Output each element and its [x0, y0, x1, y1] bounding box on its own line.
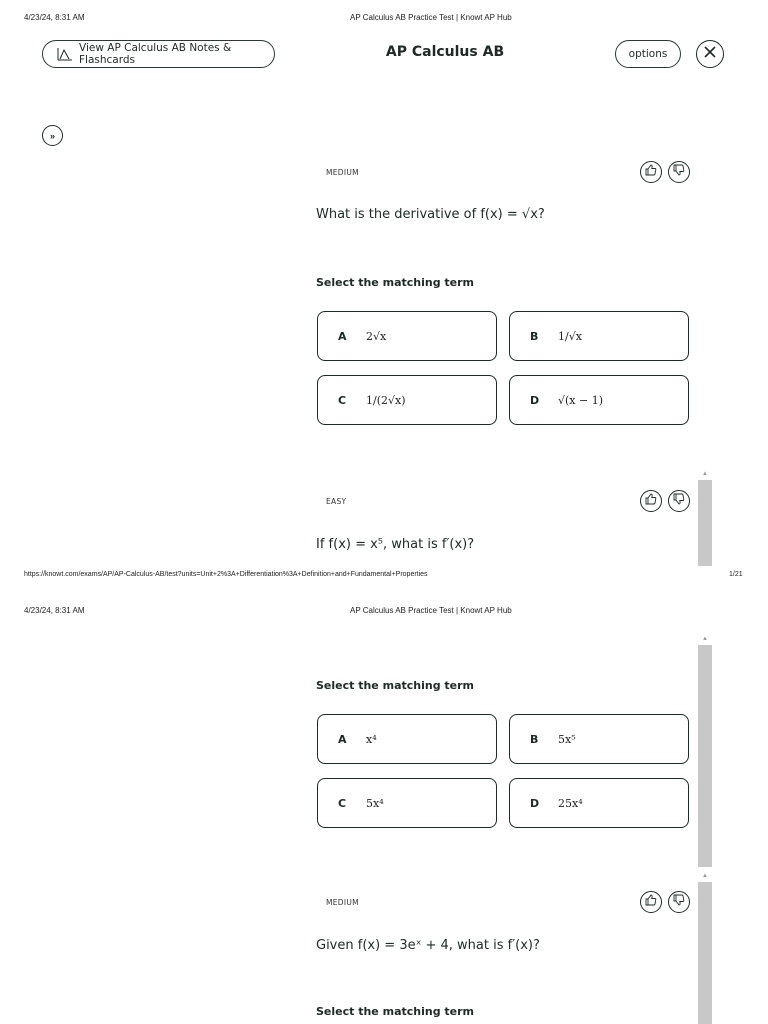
thumbs-up-button[interactable]: [640, 490, 662, 512]
option-letter: B: [530, 329, 539, 343]
option-text: 1/√x: [558, 329, 582, 343]
option-letter: C: [338, 393, 347, 407]
answer-option-a[interactable]: [317, 311, 497, 361]
thumbs-up-icon: [645, 163, 657, 181]
thumbs-up-button[interactable]: [640, 891, 662, 913]
answer-option-d[interactable]: [509, 778, 689, 828]
thumbs-up-icon: [645, 492, 657, 510]
print-footer-page: 1/21: [729, 571, 743, 578]
scroll-up-icon[interactable]: ▲: [702, 873, 708, 879]
option-letter: D: [530, 796, 540, 810]
thumbs-up-button[interactable]: [640, 161, 662, 183]
difficulty-badge: MEDIUM: [326, 168, 359, 177]
scrollbar[interactable]: [698, 633, 712, 867]
scrollbar-thumb[interactable]: [698, 480, 712, 566]
print-doc-title: AP Calculus AB Practice Test | Knowt AP Hub: [350, 13, 512, 22]
option-letter: A: [338, 732, 347, 746]
close-button[interactable]: [696, 40, 724, 68]
thumbs-down-button[interactable]: [668, 161, 690, 183]
answer-option-b[interactable]: [509, 311, 689, 361]
question-text-content: If f(x) = x⁵, what is f′(x)?: [316, 537, 475, 552]
expand-sidebar-button[interactable]: [42, 125, 63, 146]
question-text: [316, 537, 474, 552]
option-text: 25x⁴: [558, 796, 583, 810]
option-text: 5x⁵: [558, 732, 576, 746]
page-title: AP Calculus AB: [385, 44, 505, 60]
close-icon: [704, 45, 716, 63]
options-button[interactable]: [615, 40, 681, 68]
option-letter: D: [530, 393, 540, 407]
answer-option-c[interactable]: [317, 778, 497, 828]
thumbs-down-icon: [673, 893, 685, 911]
thumbs-down-icon: [673, 163, 685, 181]
answer-option-a[interactable]: [317, 714, 497, 764]
option-text: √(x − 1): [558, 393, 604, 407]
thumbs-down-icon: [673, 492, 685, 510]
scrollbar[interactable]: [698, 870, 712, 1024]
question-text: [316, 207, 545, 222]
option-letter: A: [338, 329, 347, 343]
select-matching-label: Select the matching term: [316, 1005, 475, 1018]
answer-option-b[interactable]: [509, 714, 689, 764]
question-text-content: What is the derivative of f(x) = √x?: [316, 207, 545, 222]
print-doc-title: AP Calculus AB Practice Test | Knowt AP Hub: [350, 606, 512, 615]
question-text-content: Given f(x) = 3eˣ + 4, what is f′(x)?: [316, 938, 540, 953]
scrollbar[interactable]: [698, 468, 712, 566]
option-text: 2√x: [366, 329, 387, 343]
difficulty-badge: MEDIUM: [326, 898, 359, 907]
thumbs-down-button[interactable]: [668, 490, 690, 512]
print-datetime: 4/23/24, 8:31 AM: [24, 13, 85, 22]
print-datetime: 4/23/24, 8:31 AM: [24, 606, 85, 615]
option-letter: C: [338, 796, 347, 810]
difficulty-badge: EASY: [326, 497, 347, 506]
select-matching-label: Select the matching term: [316, 276, 475, 289]
option-text: 1/(2√x): [366, 393, 406, 407]
answer-option-c[interactable]: [317, 375, 497, 425]
option-letter: B: [530, 732, 539, 746]
scroll-up-icon[interactable]: ▲: [702, 636, 708, 642]
thumbs-down-button[interactable]: [668, 891, 690, 913]
view-notes-flashcards-button[interactable]: [42, 40, 275, 68]
select-matching-label: Select the matching term: [316, 679, 475, 692]
view-notes-flashcards-label: View AP Calculus AB Notes & Flashcards: [79, 42, 232, 66]
option-text: 5x⁴: [366, 796, 384, 810]
scrollbar-thumb[interactable]: [698, 882, 712, 1024]
option-text: x⁴: [366, 732, 377, 746]
chart-icon: [57, 47, 73, 61]
answer-option-d[interactable]: [509, 375, 689, 425]
scroll-up-icon[interactable]: ▲: [702, 471, 708, 477]
print-footer-url: https://knowt.com/exams/AP/AP-Calculus-AB/test?units=Unit+2%3A+Differentiation%3A+Definition+and+Fundamental+Properties: [24, 571, 428, 578]
scrollbar-thumb[interactable]: [698, 645, 712, 867]
thumbs-up-icon: [645, 893, 657, 911]
question-text: [316, 938, 540, 953]
double-chevron-right-icon: »: [49, 130, 55, 141]
options-label: options: [628, 48, 668, 60]
